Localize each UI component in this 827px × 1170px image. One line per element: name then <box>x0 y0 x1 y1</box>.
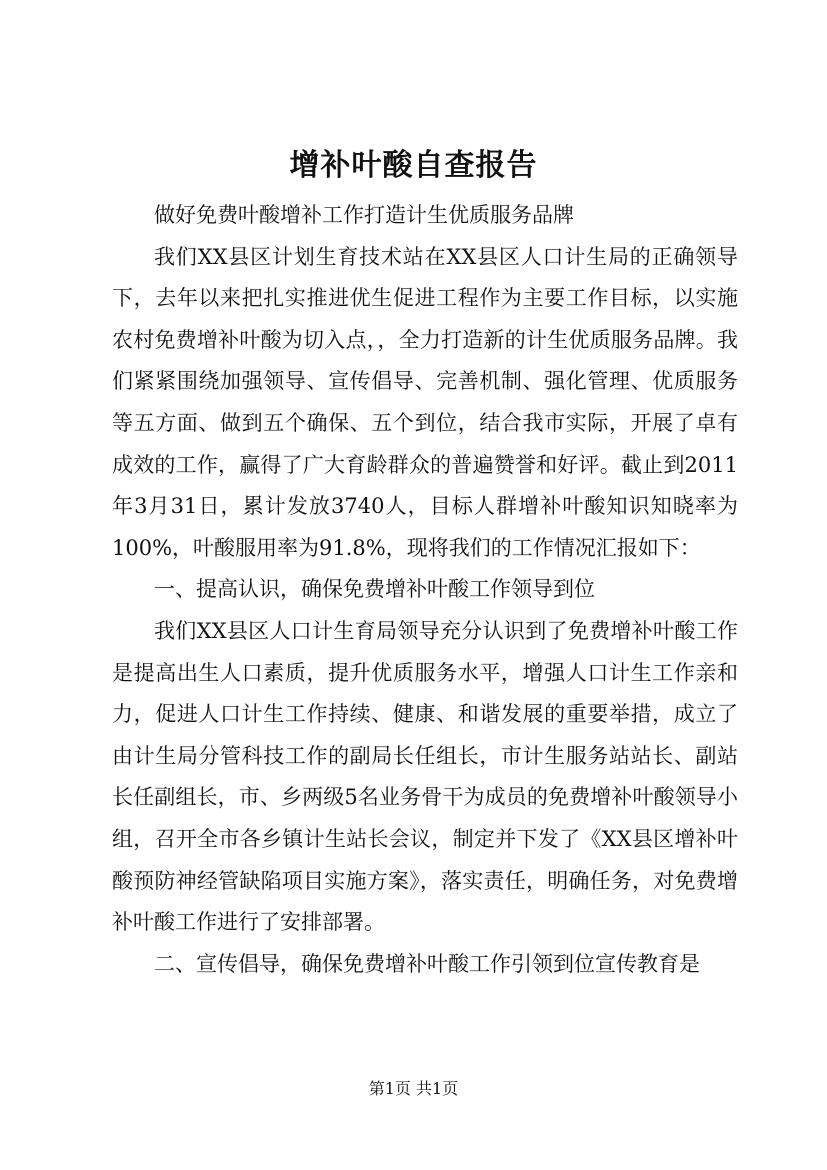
intro-paragraph: 我们XX县区计划生育技术站在XX县区人口计生局的正确领导下，去年以来把扎实推进优生促进工程作为主要工作目标，以实施农村免费增补叶酸为切入点，，全力打造新的计生优质服务品牌。我们紧紧围绕加强领导、宣传倡导、完善机制、强化管理、优质服务等五方面、做到五个确保、五个到位，结合我市实际，开展了卓有成效的工作，赢得了广大育龄群众的普遍赞誉和好评。截止到2011年3月31日，累计发放3740人，目标人群增补叶酸知识知晓率为100%，叶酸服用率为91.8%，现将我们的工作情况汇报如下： <box>112 244 738 560</box>
section-heading-2: 二、宣传倡导，确保免费增补叶酸工作引领到位宣传教育是 <box>154 951 700 976</box>
section-heading-1: 一、提高认识，确保免费增补叶酸工作领导到位 <box>154 577 595 602</box>
document-body <box>112 195 738 985</box>
page-footer: 第1页 共1页 <box>368 1079 459 1098</box>
section-1-paragraph: 我们XX县区人口计生育局领导充分认识到了免费增补叶酸工作是提高出生人口素质，提升优质服务水平，增强人口计生工作亲和力，促进人口计生工作持续、健康、和谐发展的重要举措，成立了由计生局分管科技工作的副局长任组长，市计生服务站站长、副站长任副组长，市、乡两级5名业务骨干为成员的免费增补叶酸领导小组，召开全市各乡镇计生站长会议，制定并下发了《XX县区增补叶酸预防神经管缺陷项目实施方案》，落实责任，明确任务，对免费增补叶酸工作进行了安排部署。 <box>112 618 738 935</box>
document-title: 增补叶酸自查报告 <box>289 148 538 183</box>
subtitle-paragraph: 做好免费叶酸增补工作打造计生优质服务品牌 <box>154 203 574 227</box>
